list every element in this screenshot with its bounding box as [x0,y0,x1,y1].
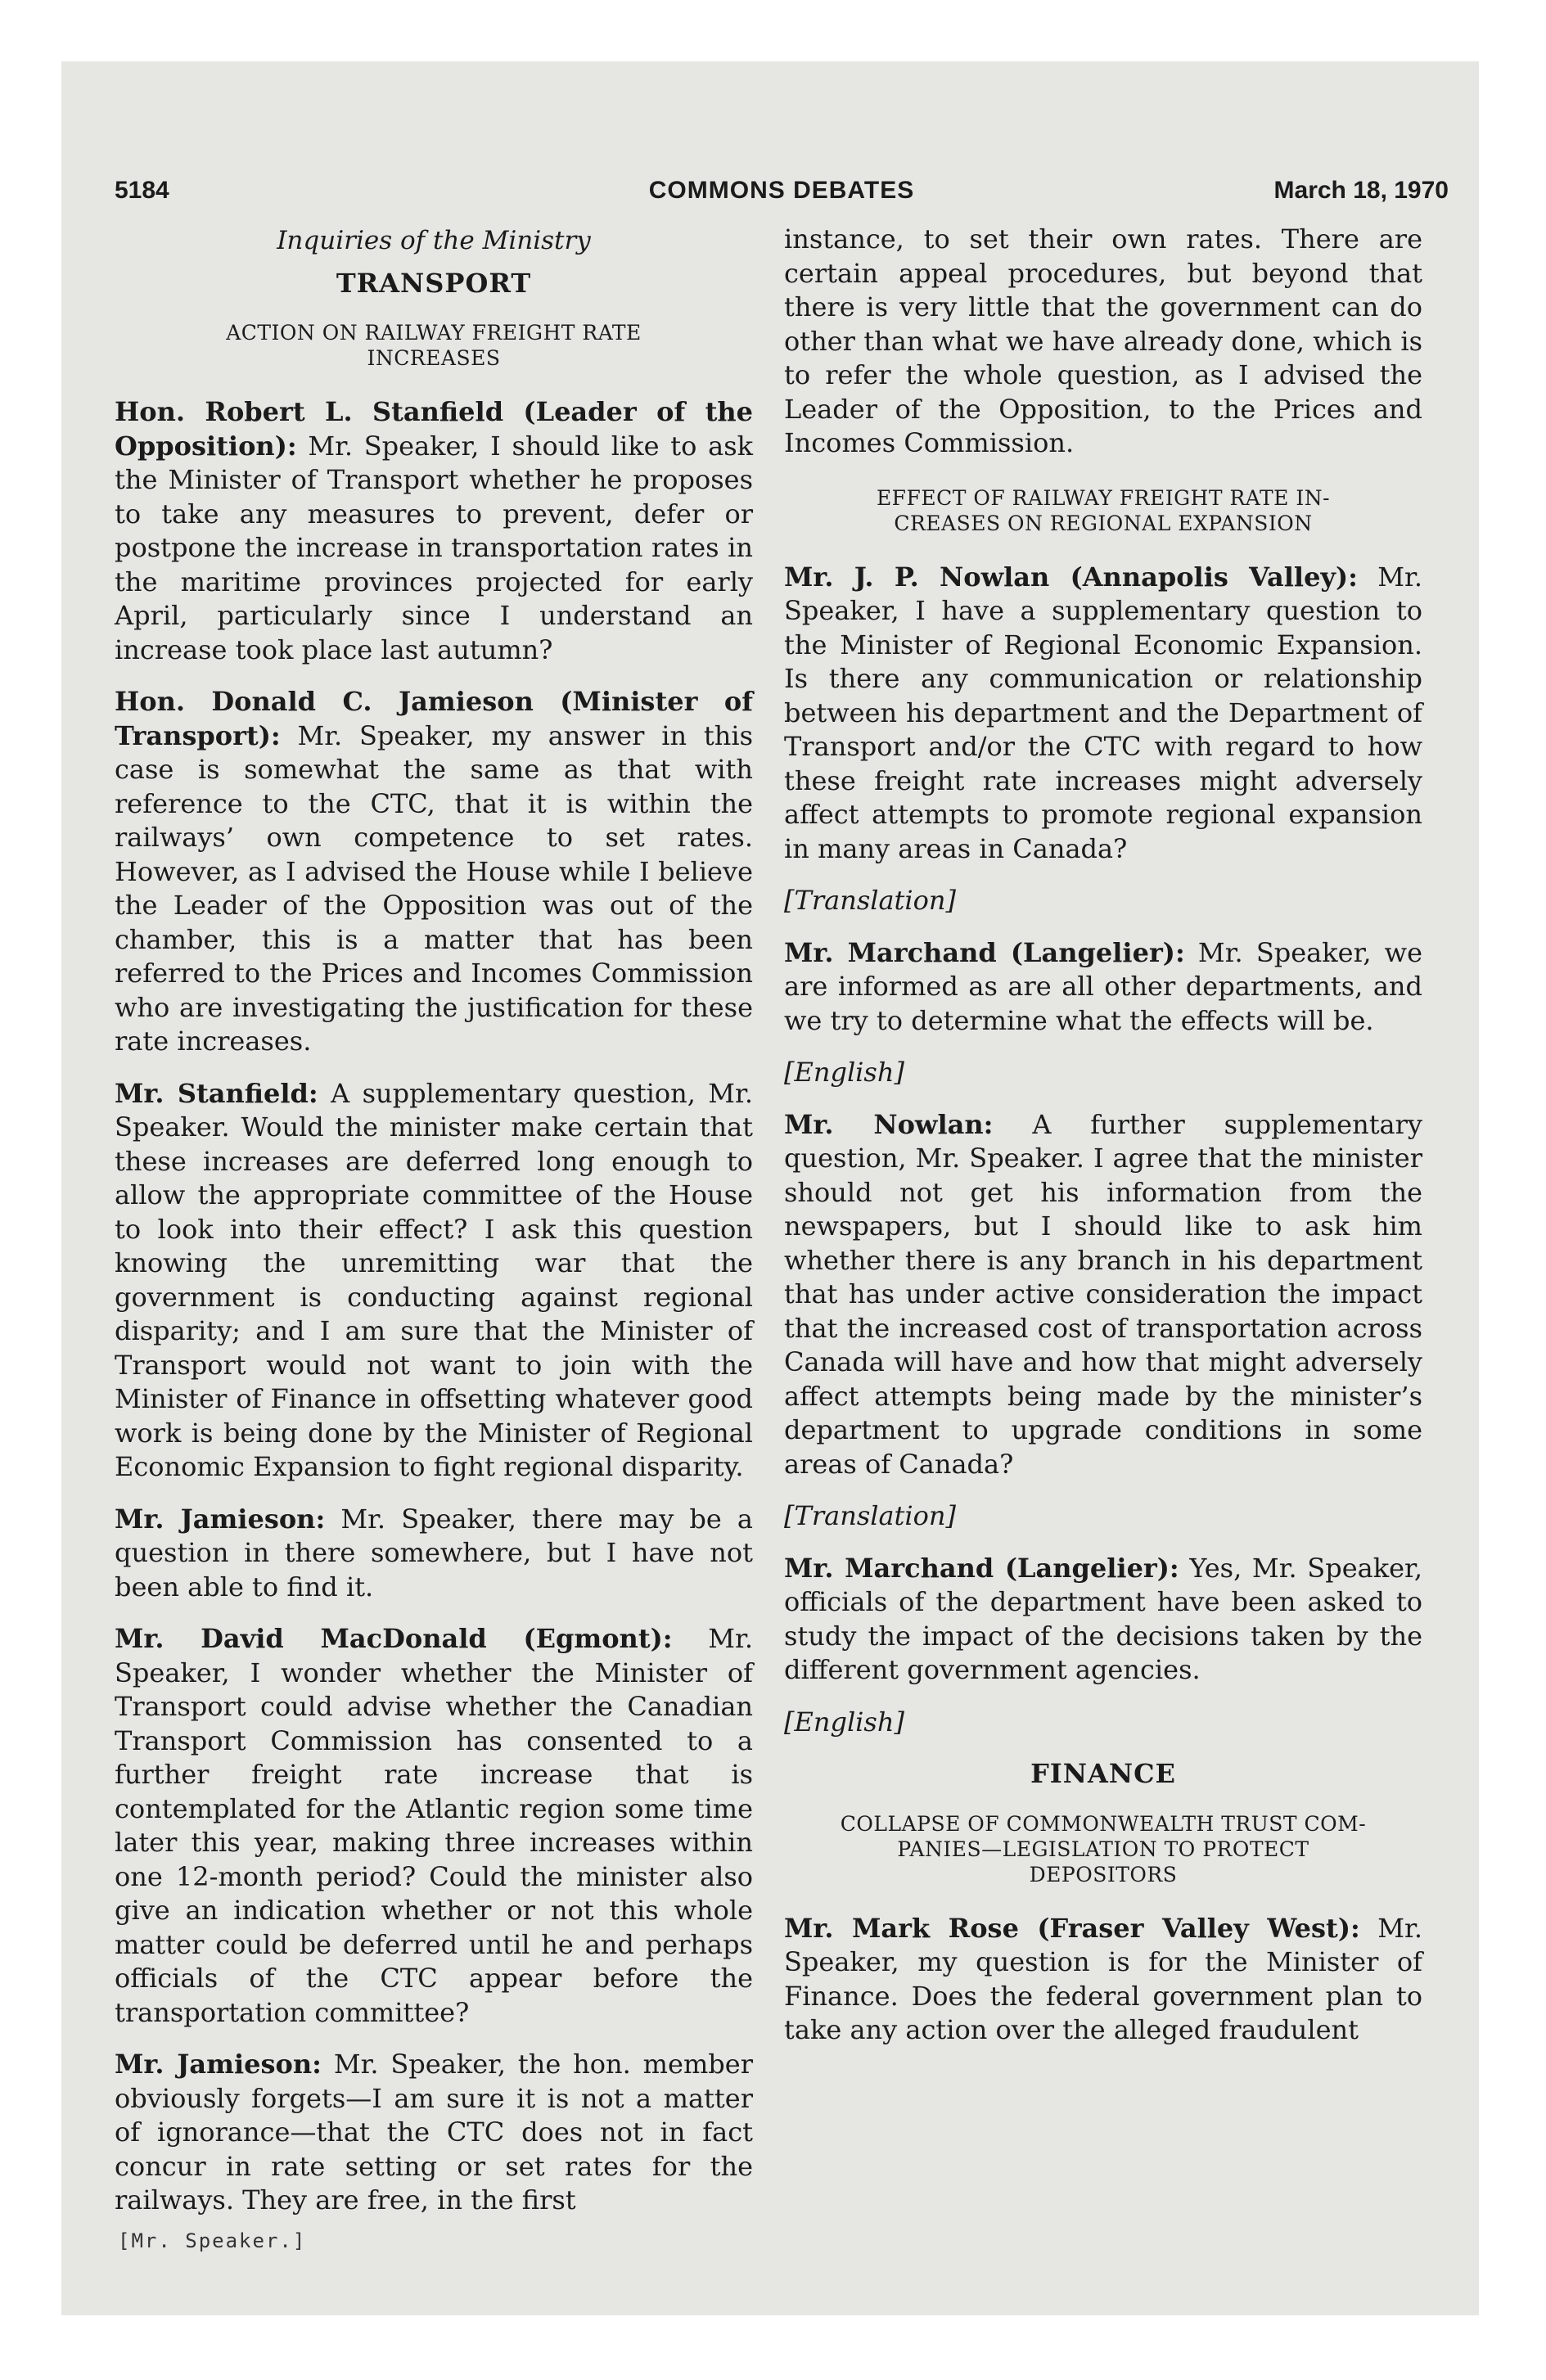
language-tag: [English] [784,1706,904,1738]
speech-paragraph [115,1503,753,1605]
speaker-name: Mr. Stanfield: [115,1077,318,1109]
subheading-line: INCREASES [367,346,501,370]
page-date: March 18, 1970 [1273,177,1449,204]
page-footer-note: [Mr. Speaker.] [118,2229,307,2252]
left-column [115,223,753,2258]
speech-text: Yes, Mr. Speaker, officials of the department have been asked to study the impact of the decisions taken by the different government agencies. [784,1552,1422,1685]
speech-text: Mr. Speaker, my question is for the Minister of Finance. Does the federal government plan to take any action over the alleged fraudulent [784,1912,1422,2045]
page-header [115,177,1449,218]
speaker-name: Hon. Donald C. Jamieson (Minister of Transport): [115,686,753,751]
language-tag: [Translation] [784,1500,956,1531]
section-heading-finance: FINANCE [1030,1758,1176,1789]
subheading-line: COLLAPSE OF COMMONWEALTH TRUST COM- [840,1811,1367,1836]
subheading-line: ACTION ON RAILWAY FREIGHT RATE [226,321,642,345]
speaker-name: Mr. Jamieson: [115,1503,326,1535]
speech-paragraph [784,1108,1422,1482]
speech-text: Mr. Speaker, there may be a question in there somewhere, but I have not been able to find it. [115,1503,754,1602]
speech-text: instance, to set their own rates. There are certain appeal procedures, but beyond that there is very little that the government can do other than what we have already done, which is to refer the whole question, as I advised the Leader of the Opposition, to the Prices and Incomes Commission. [784,223,1422,458]
subheading-line: EFFECT OF RAILWAY FREIGHT RATE IN- [876,485,1331,510]
subheading-line: DEPOSITORS [1029,1862,1178,1886]
speaker-name: Mr. David MacDonald (Egmont): [115,1623,673,1654]
speech-paragraph [784,223,1422,461]
speech-paragraph [784,1912,1422,2048]
speech-paragraph [115,395,753,667]
speech-paragraph [784,1552,1422,1688]
speech-paragraph [784,936,1422,1039]
speech-paragraph [784,561,1422,867]
speaker-name: Mr. Marchand (Langelier): [784,936,1185,968]
publication-title: COMMONS DEBATES [648,177,915,204]
speech-paragraph [115,2048,753,2218]
speech-text: A further supplementary question, Mr. Speaker. I agree that the minister should not get his information from the newspapers, but I should like to ask him whether there is any branch in his department that has under active consideration the impact that the increased cost of transportation across Canada will have and how that might adversely affect attempts being made by the minister’s department to upgrade conditions in some areas of Canada? [784,1108,1422,1480]
speech-text: Mr. Speaker, the hon. member obviously forgets—I am sure it is not a matter of ignorance—that the CTC does not in fact concur in rate setting or set rates for the railways. They are free, in the first [115,2049,754,2215]
running-head: Inquiries of the Ministry [277,226,591,255]
right-column [784,223,1422,2066]
speaker-name: Mr. J. P. Nowlan (Annapolis Valley): [784,561,1358,593]
speech-text: Mr. Speaker, I wonder whether the Minister of Transport could advise whether the Canadian Transport Commission has consented to a further freight rate increase that is contemplated for the Atlantic region some time later this year, making three increases within one 12-month period? Could the minister also give an indication whether or not this whole matter could be deferred until he and perhaps officials of the CTC appear before the transportation committee? [115,1623,754,2028]
speech-text: Mr. Speaker, I have a supplementary question to the Minister of Regional Economic Expansion. Is there any communication or relationship between his department and the Department of Transport and/or the CTC with regard to how these freight rate increases might adversely affect attempts to promote regional expansion in many areas in Canada? [784,561,1423,864]
language-tag: [Translation] [784,885,956,916]
speech-paragraph [115,1077,753,1485]
speech-text: A supplementary question, Mr. Speaker. Would the minister make certain that these increases are deferred long enough to allow the appropriate committee of the House to look into their effect? I ask this question knowing the unremitting war that the government is conducting against regional disparity; and I am sure that the Minister of Transport would not want to join with the Minister of Finance in offsetting whatever good work is being done by the Minister of Regional Economic Expansion to fight regional disparity. [115,1077,754,1482]
speech-text: Mr. Speaker, I should like to ask the Minister of Transport whether he proposes to take any measures to prevent, defer or postpone the increase in transportation rates in the maritime provinces projected for early April, particularly since I understand an increase took place last autumn? [115,430,753,665]
speaker-name: Mr. Nowlan: [784,1108,994,1140]
section-heading-transport: TRANSPORT [336,267,532,299]
speaker-name: Mr. Marchand (Langelier): [784,1552,1179,1584]
speech-paragraph [115,685,753,1059]
speaker-name: Mr. Jamieson: [115,2049,322,2080]
subheading-line: CREASES ON REGIONAL EXPANSION [894,511,1313,535]
speech-paragraph [115,1622,753,2030]
speech-text: Mr. Speaker, we are informed as are all other departments, and we try to determine what the effects will be. [784,936,1423,1036]
speaker-name: Hon. Robert L. Stanfield (Leader of the Opposition): [115,396,753,462]
speaker-name: Mr. Mark Rose (Fraser Valley West): [784,1912,1360,1944]
subheading-line: PANIES—LEGISLATION TO PROTECT [897,1837,1309,1861]
page-number: 5184 [115,177,169,204]
speech-text: Mr. Speaker, my answer in this case is somewhat the same as that with reference to the CTC, that it is within the railways’ own competence to set rates. However, as I advised the House while I believe the Leader of the Opposition was out of the chamber, this is a matter that has been referred to the Prices and Incomes Commission who are investigating the justification for these rate increases. [115,719,753,1057]
language-tag: [English] [784,1057,904,1088]
